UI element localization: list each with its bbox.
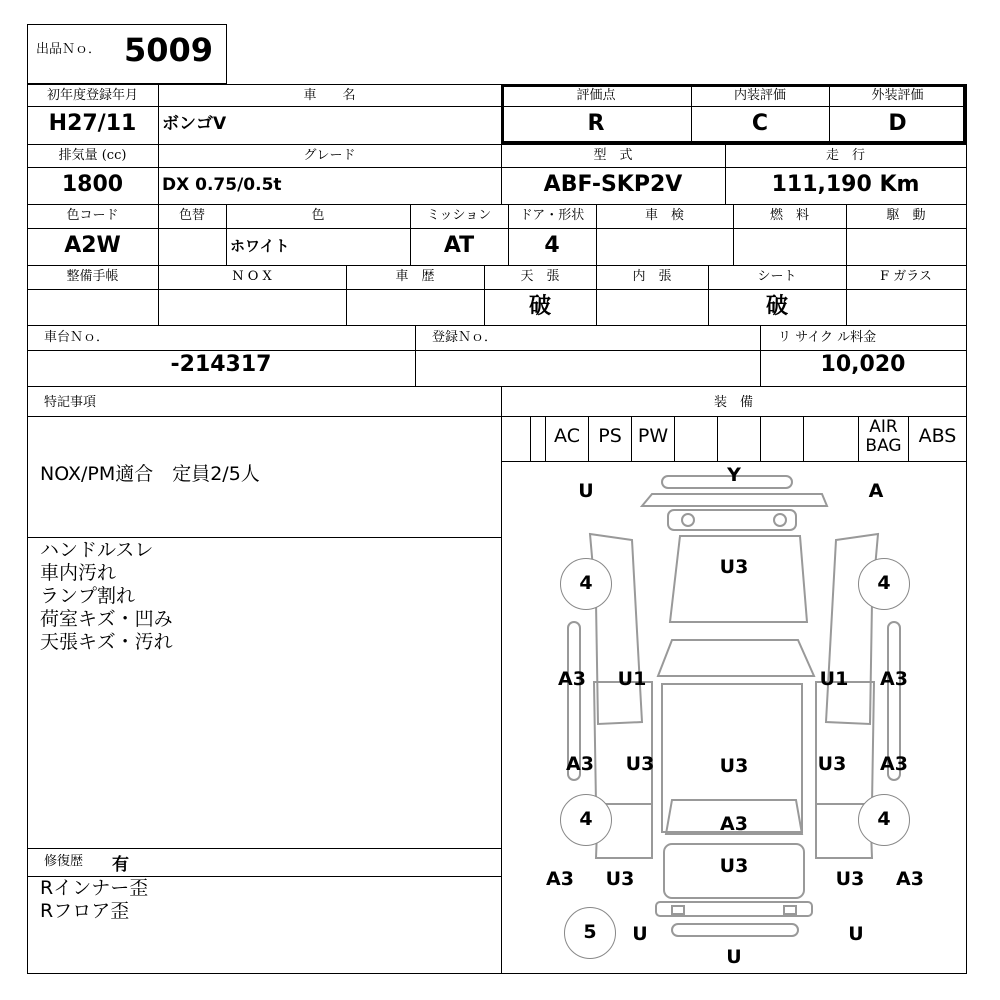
car-name-value: ボンゴV	[162, 114, 227, 134]
repair-item: Rインナー歪	[40, 877, 149, 899]
lot-label: 出品Ｎｏ．	[36, 42, 102, 57]
drive-label: 駆 動	[886, 208, 926, 223]
service-book-label: 整備手帳	[66, 269, 119, 284]
color-label: 色	[311, 208, 325, 223]
divider	[27, 265, 967, 266]
inspection-label: 車 検	[644, 208, 684, 223]
nox-label: N O X	[232, 269, 272, 284]
damage-mark: U3	[719, 556, 749, 578]
grade-label: グレード	[303, 148, 356, 163]
damage-mark: U1	[617, 668, 647, 690]
ceiling-label: 天 張	[520, 269, 560, 284]
color-value: ホワイト	[230, 237, 290, 255]
tire-rear-left: 4	[560, 794, 612, 846]
inner-label: 内 張	[632, 269, 672, 284]
history-label: 車 歴	[395, 269, 435, 284]
damage-mark: A3	[896, 868, 924, 890]
mileage-value: 111,190 Km	[771, 172, 920, 197]
tire-front-left: 4	[560, 558, 612, 610]
damage-mark: U3	[625, 753, 655, 775]
tire-rear-right: 4	[858, 794, 910, 846]
note-item: 荷室キズ・凹み	[40, 608, 173, 630]
divider	[415, 325, 416, 386]
equipment-airbag: AIR BAG	[858, 416, 908, 461]
f-glass-label: F ガラス	[880, 269, 932, 284]
damage-mark: U1	[819, 668, 849, 690]
divider	[27, 848, 501, 849]
chassis-label: 車台Ｎｏ．	[44, 330, 110, 345]
model-value: ABF-SKP2V	[543, 172, 683, 197]
damage-mark: Y	[727, 464, 741, 486]
note-item: 車内汚れ	[40, 562, 117, 584]
mission-value: AT	[443, 233, 475, 258]
grade-value: DX 0.75/0.5t	[162, 175, 282, 195]
mileage-label: 走 行	[825, 148, 865, 163]
model-label: 型 式	[593, 148, 633, 163]
exterior-label: 外装評価	[871, 88, 924, 103]
damage-mark: U	[726, 946, 742, 968]
repair-value: 有	[112, 855, 129, 875]
damage-mark: U3	[605, 868, 635, 890]
first-reg-value: H27/11	[48, 111, 137, 136]
damage-mark: U3	[719, 855, 749, 877]
car-diagram	[502, 462, 966, 973]
equipment-slot	[674, 416, 717, 461]
note-item: ハンドルスレ	[40, 539, 154, 561]
repair-item: Rフロア歪	[40, 900, 130, 922]
score-value: R	[587, 111, 605, 136]
repair-label: 修復歴	[44, 854, 84, 869]
seat-value: 破	[765, 294, 788, 319]
divider	[27, 325, 967, 326]
mission-label: ミッション	[426, 208, 492, 223]
damage-mark: A3	[720, 813, 748, 835]
note-item: 天張キズ・汚れ	[40, 631, 173, 653]
equipment-slot	[760, 416, 803, 461]
recycle-label: リ サイク ル料金	[778, 330, 877, 345]
seat-label: シート	[757, 269, 797, 284]
divider	[27, 204, 967, 205]
damage-mark: A3	[546, 868, 574, 890]
interior-label: 内装評価	[733, 88, 786, 103]
tire-front-right: 4	[858, 558, 910, 610]
notes-top: NOX/PM適合 定員2/5人	[40, 463, 260, 485]
note-item: ランプ割れ	[40, 585, 136, 607]
equipment-slot	[717, 416, 760, 461]
door-value: 4	[544, 233, 560, 258]
displacement-label: 排気量 (cc)	[58, 148, 127, 163]
equipment-abs: ABS	[908, 416, 966, 461]
equipment-slot	[803, 416, 858, 461]
damage-mark: U	[848, 923, 864, 945]
damage-mark: U	[632, 923, 648, 945]
divider	[27, 537, 501, 538]
fuel-label: 燃 料	[769, 208, 809, 223]
equipment-ps: PS	[588, 416, 631, 461]
equipment-label: 装 備	[713, 395, 753, 410]
displacement-value: 1800	[61, 172, 124, 197]
damage-mark: A	[868, 480, 884, 502]
color-code-value: A2W	[64, 233, 121, 258]
door-label: ドア・形状	[519, 208, 585, 223]
lot-number: 5009	[124, 31, 214, 69]
divider	[27, 386, 967, 387]
color-change-label: 色替	[178, 208, 205, 223]
damage-mark: U3	[719, 755, 749, 777]
equipment-pw: PW	[631, 416, 674, 461]
damage-mark: A3	[566, 753, 594, 775]
score-label: 評価点	[576, 88, 616, 103]
color-code-label: 色コード	[66, 208, 119, 223]
notes-label: 特記事項	[44, 395, 97, 410]
divider	[27, 144, 967, 145]
damage-mark: U3	[817, 753, 847, 775]
ceiling-value: 破	[528, 294, 551, 319]
equipment-ac: AC	[545, 416, 588, 461]
damage-mark: A3	[880, 668, 908, 690]
damage-mark: U	[578, 480, 594, 502]
reg-no-label: 登録Ｎｏ．	[432, 330, 498, 345]
exterior-value: D	[888, 111, 907, 136]
car-name-label: 車 名	[303, 88, 356, 103]
damage-mark: A3	[880, 753, 908, 775]
chassis-value: -214317	[170, 352, 272, 377]
damage-mark: A3	[558, 668, 586, 690]
recycle-value: 10,020	[820, 352, 906, 377]
interior-value: C	[751, 111, 769, 136]
tire-spare: 5	[564, 907, 616, 959]
damage-mark: U3	[835, 868, 865, 890]
first-reg-label: 初年度登録年月	[46, 88, 138, 103]
equipment-slot	[530, 416, 545, 461]
